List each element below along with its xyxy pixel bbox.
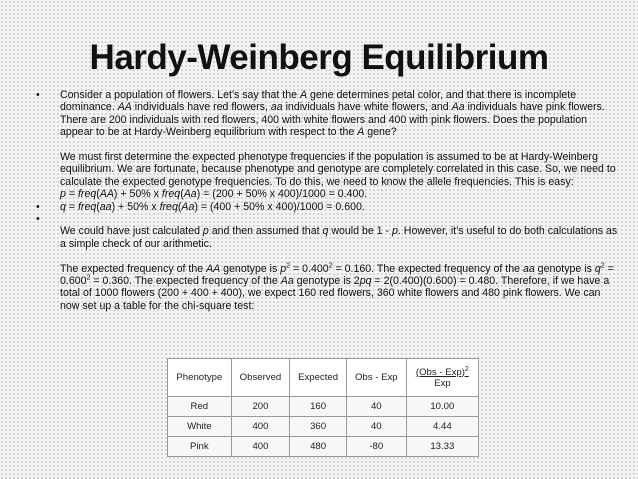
table-cell: 40 xyxy=(346,417,406,437)
table-row xyxy=(168,397,479,417)
bullet-item xyxy=(34,225,622,312)
table-cell: 160 xyxy=(290,397,347,417)
table-cell: 10.00 xyxy=(406,397,478,417)
table-cell: 200 xyxy=(231,397,290,417)
chi-square-table xyxy=(167,358,479,457)
table-cell: 13.33 xyxy=(406,437,478,457)
table-cell: Pink xyxy=(168,437,232,457)
paragraph: We could have just calculated p and then assumed that q would be 1 - p. However, it's useful to do both calculations as a simple check of our arithmetic. xyxy=(60,225,618,250)
table-header-row xyxy=(168,359,479,397)
table-header-cell-chi xyxy=(406,359,478,397)
fraction-numerator: (Obs - Exp)$^2$ xyxy=(415,365,469,378)
slide-title: Hardy-Weinberg Equilibrium xyxy=(89,38,549,77)
table-cell: 40 xyxy=(346,397,406,417)
table-cell: 360 xyxy=(290,417,347,437)
table-header-cell: Observed xyxy=(231,359,290,397)
table-header-cell: Obs - Exp xyxy=(346,359,406,397)
table-cell: Red xyxy=(168,397,232,417)
bullet-item xyxy=(34,89,622,201)
table-header-cell: Expected xyxy=(290,359,347,397)
table-cell: White xyxy=(168,417,232,437)
bullet-item xyxy=(34,201,622,213)
table-header-cell: Phenotype xyxy=(168,359,232,397)
table-cell: 480 xyxy=(290,437,347,457)
table-cell: 4.44 xyxy=(406,417,478,437)
paragraph-gap xyxy=(60,139,622,151)
paragraph-gap xyxy=(60,250,622,262)
paragraph: The expected frequency of the AA genotype is $p^2 = 0.400^2 = 0.160$. The expected frequency of the aa genotype is $q^2 = 0.600^2 = 0.360$. The expected frequency of the Aa genotype is 2pq = 2(0.400)(0.600) = 0.480. Therefore, if we have a total of 1000 flowers (200 + 400 + 400), we expect 160 red flowers, 360 white flowers and 480 pink flowers. We can now set up a table for the chi-square test: xyxy=(60,262,614,312)
paragraph-gap xyxy=(60,213,622,225)
table-row xyxy=(168,417,479,437)
table-cell: 400 xyxy=(231,437,290,457)
bullet-dot: • xyxy=(36,200,40,213)
bullet-dot: • xyxy=(36,213,40,226)
paragraph: q = freq(aa) + 50% x freq(Aa) = (400 + 50% x 400)/1000 = 0.600. xyxy=(60,200,365,213)
table-cell: 400 xyxy=(231,417,290,437)
bullet-dot: • xyxy=(36,89,40,101)
slide-body xyxy=(34,89,622,312)
bullet-item xyxy=(34,213,622,225)
table-row xyxy=(168,437,479,457)
paragraph: We must first determine the expected phenotype frequencies if the population is assumed to be at Hardy-Weinberg equilibrium. We are fortunate, because phenotype and genotype are completely correlated in this case. So, we need to calculate the expected genotype frequencies. To do this, we need to know the allele frequencies. This is easy: xyxy=(60,151,616,188)
paragraph: p = freq(AA) + 50% x freq(Aa) = (200 + 50% x 400)/1000 = 0.400. xyxy=(60,188,368,201)
table-cell: -80 xyxy=(346,437,406,457)
fraction-denominator: Exp xyxy=(434,377,451,389)
paragraph: Consider a population of flowers. Let's say that the A gene determines petal color, and that there is incomplete dominance. AA individuals have red flowers, aa individuals have white flowers, and Aa individuals have pink flowers. There are 200 individuals with red flowers, 400 with white flowers and 400 with pink flowers. Does the population appear to be at Hardy-Weinberg equilibrium with respect to the A gene? xyxy=(60,89,605,139)
